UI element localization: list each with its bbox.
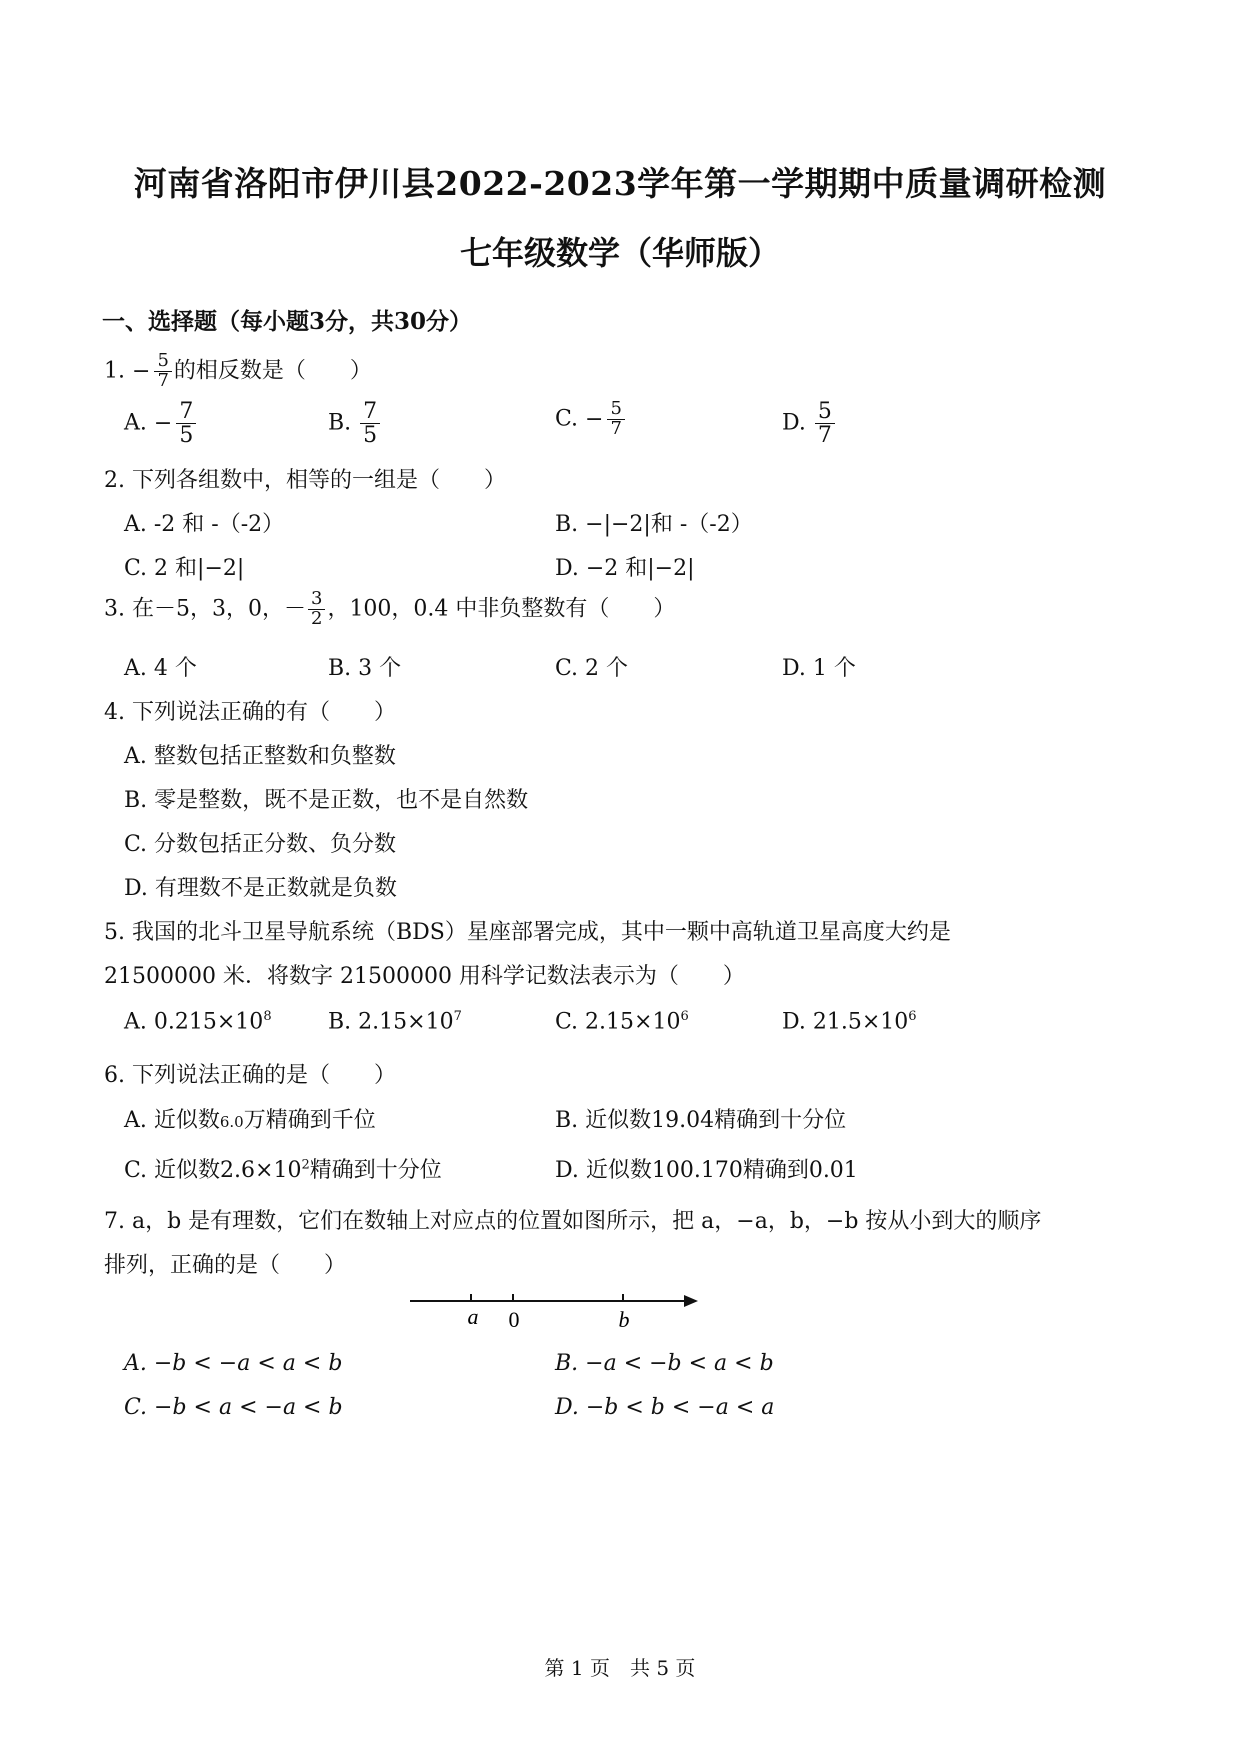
denominator: 5 [179, 423, 194, 449]
numerator: 5 [815, 400, 835, 424]
label-b: b [618, 1307, 630, 1332]
numerator: 7 [176, 400, 196, 424]
numerator: 5 [154, 352, 171, 372]
option-letter: B. [328, 1009, 352, 1035]
math-base: 0.215×10 [153, 1009, 264, 1035]
minus-sign: − [585, 406, 604, 432]
option-letter: A. [124, 1009, 147, 1035]
label-zero: 0 [508, 1307, 520, 1332]
exam-title: 河南省洛阳市伊川县2022-2023学年第一学期期中质量调研检测 [133, 164, 1107, 203]
fraction [360, 400, 380, 447]
number-line [400, 1285, 720, 1345]
denominator: 7 [610, 417, 622, 439]
option-letter: C. [555, 406, 579, 432]
fraction [815, 400, 835, 447]
arrow-head [684, 1295, 698, 1307]
question-7-stem-line1: 7. a，b 是有理数，它们在数轴上对应点的位置如图所示，把 a，−a，b，−b 按从小到大的顺序 [104, 1209, 1042, 1234]
question-7-option-d: D. −b < b < −a < a [555, 1395, 775, 1420]
question-6-option-b: B. 近似数19.04精确到十分位 [555, 1108, 847, 1133]
option-letter: D. [782, 1009, 806, 1035]
question-1-stem [104, 352, 372, 391]
math-base: 2.15×10 [358, 1009, 454, 1035]
question-1-option-d [782, 400, 837, 447]
fraction [176, 400, 196, 447]
question-4-option-a: A. 整数包括正整数和负整数 [124, 744, 396, 769]
question-7-stem-line2: 排列，正确的是（ ） [104, 1253, 347, 1278]
question-2-option-b: B. −|−2|和 -（-2） [555, 512, 753, 537]
label-a: a [467, 1304, 479, 1329]
option-letter: B. [328, 410, 352, 436]
question-6-stem: 6. 下列说法正确的是（ ） [104, 1063, 396, 1088]
small-number: 6.0 [219, 1113, 244, 1131]
question-3-stem [104, 590, 675, 629]
question-3-option-c: C. 2 个 [555, 656, 629, 681]
question-2-stem: 2. 下列各组数中，相等的一组是（ ） [104, 468, 506, 493]
question-3-option-d: D. 1 个 [782, 656, 856, 681]
question-1-option-b [328, 400, 382, 447]
exponent: 2 [301, 1157, 310, 1173]
fraction [308, 590, 325, 629]
question-2-option-c: C. 2 和|−2| [124, 556, 245, 581]
question-7-option-a: A. −b < −a < a < b [124, 1351, 343, 1376]
question-4-option-b: B. 零是整数，既不是正数，也不是自然数 [124, 788, 529, 813]
stem-text: 的相反数是（ ） [173, 358, 372, 384]
math-base: 2.15×10 [585, 1009, 681, 1035]
exponent: 6 [908, 1009, 917, 1024]
option-letter: C. [555, 1009, 579, 1035]
question-4-option-c: C. 分数包括正分数、负分数 [124, 832, 397, 857]
option-text: C. 近似数2.6×10 [124, 1158, 302, 1183]
denominator: 7 [157, 369, 169, 391]
question-2-option-d: D. −2 和|−2| [555, 556, 695, 581]
question-6-option-c [124, 1153, 442, 1184]
minus-sign: − [132, 358, 151, 384]
page-footer: 第 1 页 共 5 页 [544, 1656, 696, 1680]
question-3-option-b: B. 3 个 [328, 656, 402, 681]
math-base: 21.5×10 [812, 1009, 909, 1035]
question-7-option-c: C. −b < a < −a < b [124, 1395, 343, 1420]
question-2-option-a: A. -2 和 -（-2） [124, 512, 285, 537]
stem-text: ，100，0.4 中非负整数有（ ） [327, 596, 676, 622]
minus-sign: − [153, 411, 173, 437]
fraction [607, 400, 624, 439]
question-1-option-a [124, 400, 198, 447]
denominator: 7 [817, 423, 832, 449]
question-7-option-b: B. −a < −b < a < b [555, 1351, 774, 1376]
fraction [154, 352, 171, 391]
option-text: 万精确到千位 [243, 1108, 376, 1133]
question-5-option-a [124, 1009, 272, 1034]
numerator: 7 [360, 400, 380, 424]
question-6-option-d: D. 近似数100.170精确到0.01 [555, 1158, 858, 1183]
question-number: 1. [104, 358, 125, 384]
option-text: A. 近似数 [124, 1108, 220, 1133]
question-5-stem-line1: 5. 我国的北斗卫星导航系统（BDS）星座部署完成，其中一颗中高轨道卫星高度大约是 [104, 920, 951, 945]
question-4-option-d: D. 有理数不是正数就是负数 [124, 876, 397, 901]
option-letter: A. [124, 410, 147, 436]
question-4-stem: 4. 下列说法正确的有（ ） [104, 700, 396, 725]
question-3-option-a: A. 4 个 [124, 656, 197, 681]
section-heading: 一、选择题（每小题3分，共30分） [102, 308, 473, 335]
stem-text: 3. 在－5，3，0，－ [104, 596, 306, 622]
option-letter: D. [782, 410, 806, 436]
denominator: 2 [310, 607, 323, 629]
exponent: 8 [263, 1009, 272, 1024]
question-5-option-b [328, 1009, 462, 1034]
option-text: 精确到十分位 [309, 1158, 442, 1183]
question-5-stem-line2: 21500000 米．将数字 21500000 用科学记数法表示为（ ） [104, 964, 745, 989]
question-5-option-d [782, 1009, 917, 1034]
question-5-option-c [555, 1009, 689, 1034]
question-6-option-a [124, 1103, 376, 1134]
denominator: 5 [363, 423, 378, 449]
question-1-option-c [555, 400, 627, 439]
exponent: 6 [680, 1009, 689, 1024]
exam-subtitle: 七年级数学（华师版） [459, 234, 780, 272]
exponent: 7 [453, 1009, 462, 1024]
numerator: 3 [308, 590, 325, 610]
numerator: 5 [607, 400, 624, 420]
